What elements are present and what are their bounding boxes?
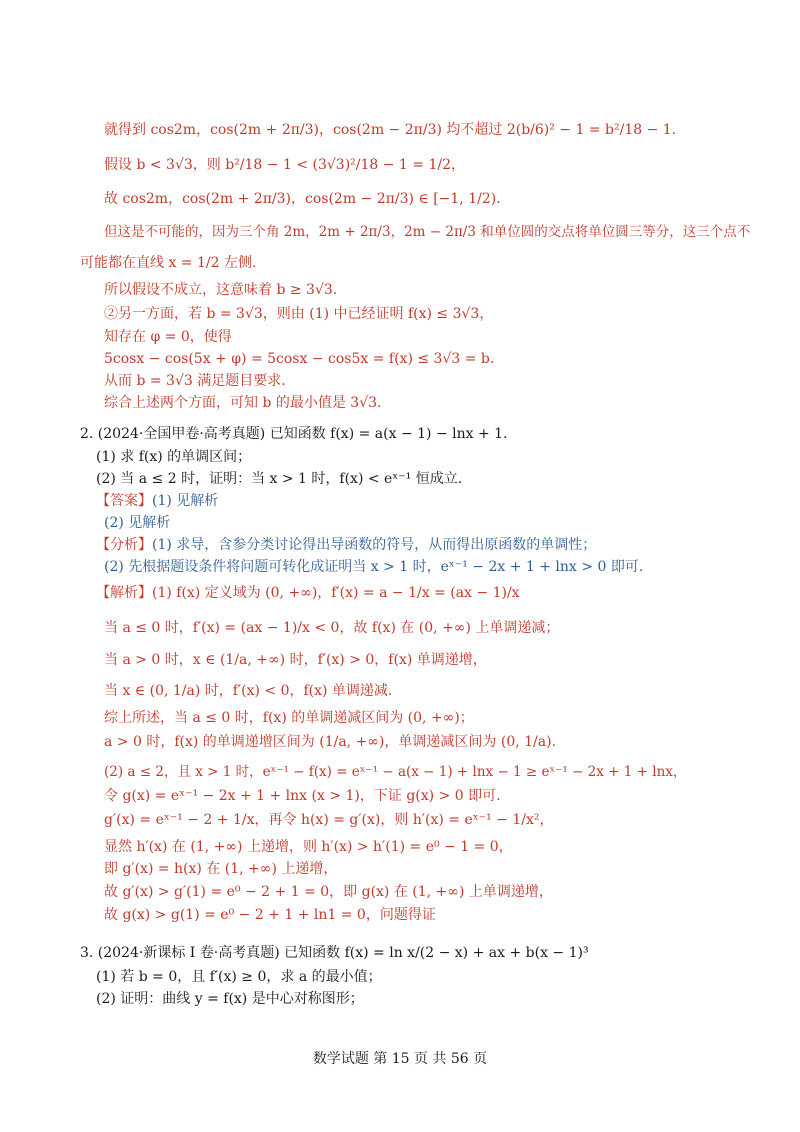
answer-row (96, 492, 218, 510)
analysis-2: (2) 先根据题设条件将问题可转化成证明当 x > 1 时，eˣ⁻¹ − 2x + 1 + lnx > 0 即可. (104, 559, 644, 575)
solution-line: a > 0 时，f(x) 的单调递增区间为 (1/a, +∞)，单调递减区间为 (0, 1/a). (104, 734, 557, 750)
solution-line: 综上所述，当 a ≤ 0 时，f(x) 的单调递减区间为 (0, +∞)； (104, 710, 474, 726)
question-3-stem: 3. (2024·新课标 Ⅰ 卷·高考真题) 已知函数 f(x) = ln x/(2 − x) + ax + b(x − 1)³ (80, 945, 589, 961)
solution-line: g′(x) = eˣ⁻¹ − 2 + 1/x，再令 h(x) = g′(x)，则 h′(x) = eˣ⁻¹ − 1/x²， (104, 812, 554, 828)
solution-line: 综合上述两个方面，可知 b 的最小值是 3√3. (104, 395, 382, 411)
solution-line: 可能都在直线 x = 1/2 左侧. (80, 255, 257, 271)
question-2-stem: 2. (2024·全国甲卷·高考真题) 已知函数 f(x) = a(x − 1) − lnx + 1. (80, 426, 508, 442)
question-2-part-2: (2) 当 a ≤ 2 时，证明：当 x > 1 时，f(x) < eˣ⁻¹ 恒成立. (96, 471, 463, 487)
solution-line: 即 g′(x) = h(x) 在 (1, +∞) 上递增， (104, 861, 338, 877)
solution-line: 故 g(x) > g(1) = e⁰ − 2 + 1 + ln1 = 0，问题得证 (104, 907, 436, 923)
solution-line: (2) a ≤ 2，且 x > 1 时，eˣ⁻¹ − f(x) = eˣ⁻¹ − a(x − 1) + lnx − 1 ≥ eˣ⁻¹ − 2x + 1 + lnx， (104, 764, 687, 780)
solution-label: 【解析】 (96, 585, 152, 601)
question-3-part-2: (2) 证明：曲线 y = f(x) 是中心对称图形； (96, 991, 364, 1007)
solution-row (96, 584, 520, 602)
solution-line: 假设 b < 3√3，则 b²/18 − 1 < (3√3)²/18 − 1 = 1/2， (104, 157, 466, 173)
solution-line: 故 cos2m，cos(2m + 2π/3)，cos(2m − 2π/3) ∈ [−1, 1/2). (104, 191, 501, 207)
page-footer: 数学试题 第 15 页 共 56 页 (312, 1051, 488, 1067)
answer-label: 【答案】 (96, 493, 152, 509)
analysis-label: 【分析】 (96, 537, 152, 553)
solution-line: 但这是不可能的，因为三个角 2m，2m + 2π/3，2m − 2π/3 和单位圆的交点将单位圆三等分，这三个点不 (104, 224, 751, 240)
analysis-row (96, 536, 596, 554)
solution-line: 从而 b = 3√3 满足题目要求. (104, 373, 286, 389)
solution-line: 5cosx − cos(5x + φ) = 5cosx − cos5x = f(x) ≤ 3√3 = b. (104, 351, 495, 367)
solution-line: 知存在 φ = 0，使得 (104, 329, 232, 345)
solution-line: 当 a ≤ 0 时，f′(x) = (ax − 1)/x < 0，故 f(x) 在 (0, +∞) 上单调递减； (104, 620, 560, 636)
answer-1: (1) 见解析 (152, 493, 219, 509)
solution-line: 故 g′(x) > g′(1) = e⁰ − 2 + 1 = 0，即 g(x) 在 (1, +∞) 上单调递增， (104, 884, 553, 900)
question-2-part-1: (1) 求 f(x) 的单调区间； (96, 449, 252, 465)
answer-2: (2) 见解析 (104, 515, 171, 531)
solution-line: 显然 h′(x) 在 (1, +∞) 上递增，则 h′(x) > h′(1) = e⁰ − 1 = 0， (104, 839, 513, 855)
solution-line: 就得到 cos2m，cos(2m + 2π/3)，cos(2m − 2π/3) 均不超过 2(b/6)² − 1 = b²/18 − 1. (104, 122, 677, 138)
solution-line: 当 x ∈ (0, 1/a) 时，f′(x) < 0，f(x) 单调递减. (104, 683, 393, 699)
solution-line: ②另一方面，若 b = 3√3，则由 (1) 中已经证明 f(x) ≤ 3√3， (104, 306, 494, 322)
question-3-part-1: (1) 若 b = 0，且 f′(x) ≥ 0，求 a 的最小值； (96, 969, 382, 985)
solution-line: 当 a > 0 时，x ∈ (1/a, +∞) 时，f′(x) > 0，f(x) 单调递增， (104, 652, 487, 668)
solution-line: (1) f(x) 定义域为 (0, +∞)，f′(x) = a − 1/x = (ax − 1)/x (152, 585, 520, 601)
analysis-1: (1) 求导，含参分类讨论得出导函数的符号，从而得出原函数的单调性； (152, 537, 597, 553)
solution-line: 所以假设不成立，这意味着 b ≥ 3√3. (104, 282, 338, 298)
solution-line: 令 g(x) = eˣ⁻¹ − 2x + 1 + lnx (x > 1)，下证 g(x) > 0 即可. (104, 788, 501, 804)
